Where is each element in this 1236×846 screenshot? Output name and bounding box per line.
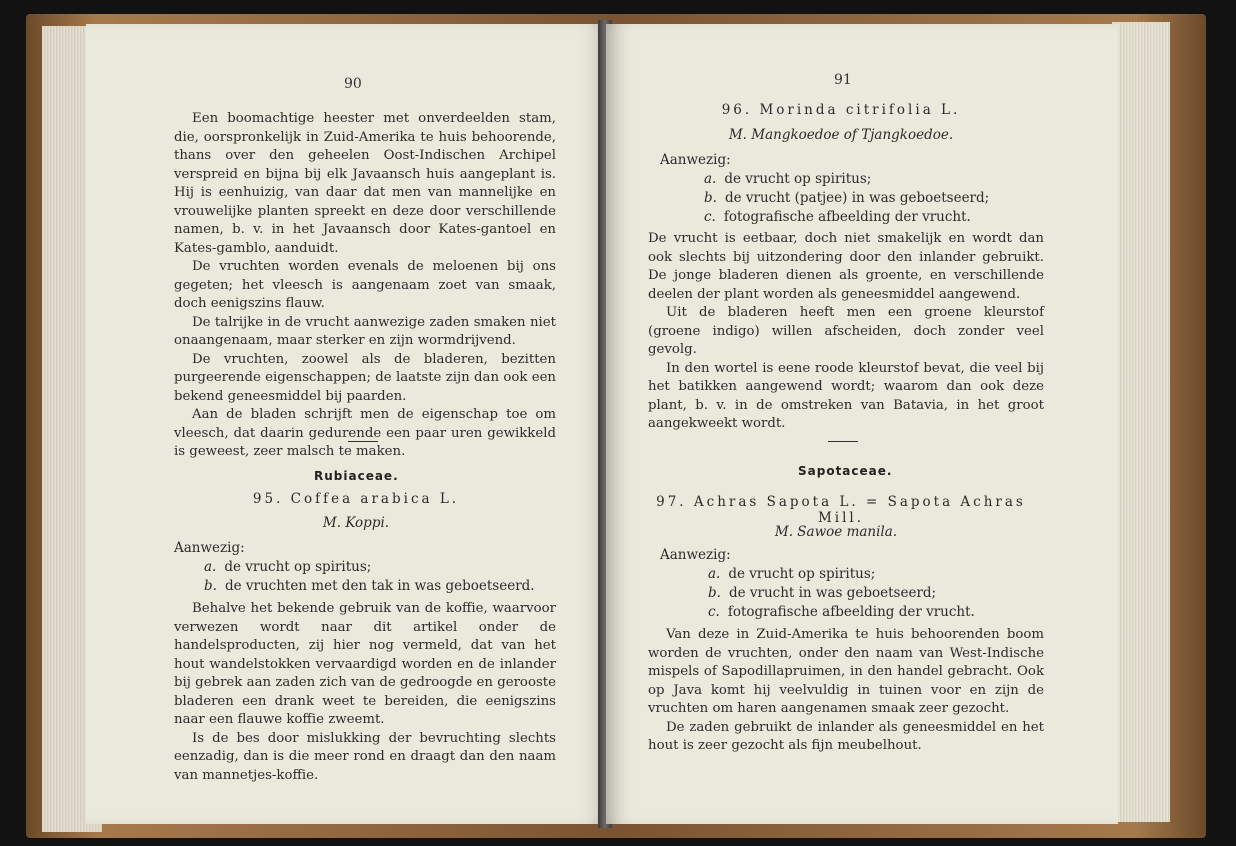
local-name: M. Mangkoedoe of Tjangkoedoe. bbox=[728, 127, 954, 143]
list-item: a. de vrucht op spiritus; bbox=[708, 566, 876, 582]
local-name: M. Koppi. bbox=[322, 515, 390, 531]
paragraph: Is de bes door mislukking der bevruchting slechts eenzadig, dan is die meer rond en draagt dan den naam van mannetjes-koffie. bbox=[174, 730, 556, 783]
paragraph: De zaden gebruikt de inlander als geneesmiddel en het hout is zeer gezocht als fijn meubelhout. bbox=[648, 719, 1044, 753]
right-page bbox=[606, 24, 1118, 824]
paragraph: In den wortel is eene roode kleurstof bevat, die veel bij het batikken aangewend wordt; waarom dan ook deze plant, b. v. in de omstreken van Batavia, in het groot aangekweekt wordt. bbox=[648, 360, 1044, 431]
list-item: b. de vrucht (patjee) in was geboetseerd; bbox=[704, 190, 990, 206]
intro-text bbox=[174, 110, 556, 462]
entry-title: 95. Coffea arabica L. bbox=[252, 491, 460, 507]
page-number: 91 bbox=[834, 72, 852, 88]
list-item: c. fotografische afbeelding der vrucht. bbox=[708, 604, 975, 620]
items-list bbox=[704, 170, 1064, 227]
items-list bbox=[204, 558, 554, 596]
family-heading: Sapotaceae. bbox=[798, 464, 893, 478]
entry-title: 96. Morinda citrifolia L. bbox=[721, 102, 961, 118]
body-text bbox=[648, 230, 1044, 434]
paragraph: De vrucht is eetbaar, doch niet smakelijk en wordt dan ook slechts bij uitzondering door den inlander gebruikt. De jonge bladeren dienen als groente, en verschillende deelen der plant worden als geneesmiddel aangewend. bbox=[648, 231, 1044, 302]
body-text bbox=[648, 626, 1044, 756]
list-item: a. de vrucht op spiritus; bbox=[204, 559, 372, 575]
body-text bbox=[174, 600, 556, 785]
list-item: b. de vrucht in was geboetseerd; bbox=[708, 585, 937, 601]
section-divider bbox=[828, 441, 858, 442]
paragraph: Behalve het bekende gebruik van de koffie, waarvoor verwezen wordt naar dit artikel onder de handelsproducten, zij hier nog vermeld, dat van het hout wandelstokken vervaardigd worden en de inlander bij gebrek aan zaden zich van de gedroogde en gerooste bladeren een drank weet te bereiden, die eenigszins naar een flauwe koffie zweemt. bbox=[174, 601, 556, 727]
present-label: Aanwezig: bbox=[174, 540, 245, 556]
left-page bbox=[86, 24, 608, 824]
list-item: a. de vrucht op spiritus; bbox=[704, 171, 872, 187]
list-item: c. fotografische afbeelding der vrucht. bbox=[704, 209, 971, 225]
page-edges-right bbox=[1112, 22, 1170, 822]
page-number: 90 bbox=[344, 76, 362, 92]
paragraph: De talrijke in de vrucht aanwezige zaden smaken niet onaangenaam, maar sterker en zijn wormdrijvend. bbox=[174, 314, 556, 348]
paragraph: Een boomachtige heester met onverdeelden stam, die, oorspronkelijk in Zuid-Amerika te huis behoorende, thans over den geheelen Oost-Indischen Archipel verspreid en bijna bij elk Javaansch huis aangeplant is. Hij is eenhuizig, van daar dat men van mannelijke en vrouwelijke planten spreekt en deze door verschillende namen, b. v. in het Javaansch door Kates-gantoel en Kates-gamblo, aanduidt. bbox=[174, 111, 556, 256]
present-label: Aanwezig: bbox=[660, 547, 731, 563]
paragraph: Uit de bladeren heeft men een groene kleurstof (groene indigo) willen afscheiden, doch zonder veel gevolg. bbox=[648, 305, 1044, 357]
paragraph: De vruchten, zoowel als de bladeren, bezitten purgeerende eigenschappen; de laatste zijn dan ook een bekend geneesmiddel bij paarden. bbox=[174, 351, 556, 404]
present-label: Aanwezig: bbox=[660, 152, 731, 168]
entry-title: 97. Achras Sapota L. = Sapota Achras Mill. bbox=[656, 494, 1026, 526]
items-list bbox=[708, 565, 1068, 622]
paragraph: De vruchten worden evenals de meloenen bij ons gegeten; het vleesch is aangenaam zoet van smaak, doch eenigszins flauw. bbox=[174, 259, 556, 311]
section-divider bbox=[348, 441, 378, 442]
paragraph: Aan de bladen schrijft men de eigenschap toe om vleesch, dat daarin gedurende een paar uren gewikkeld is geweest, zeer malsch te maken. bbox=[174, 407, 556, 459]
paragraph: Van deze in Zuid-Amerika te huis behoorenden boom worden de vruchten, onder den naam van West-Indische mispels of Sapodillapruimen, in den handel gebracht. Ook op Java komt hij veelvuldig in tuinen voor en zijn de vruchten om haren aangenamen smaak zeer gezocht. bbox=[648, 627, 1044, 716]
local-name: M. Sawoe manila. bbox=[774, 524, 898, 540]
list-item: b. de vruchten met den tak in was geboetseerd. bbox=[204, 578, 535, 594]
family-heading: Rubiaceae. bbox=[314, 469, 399, 483]
